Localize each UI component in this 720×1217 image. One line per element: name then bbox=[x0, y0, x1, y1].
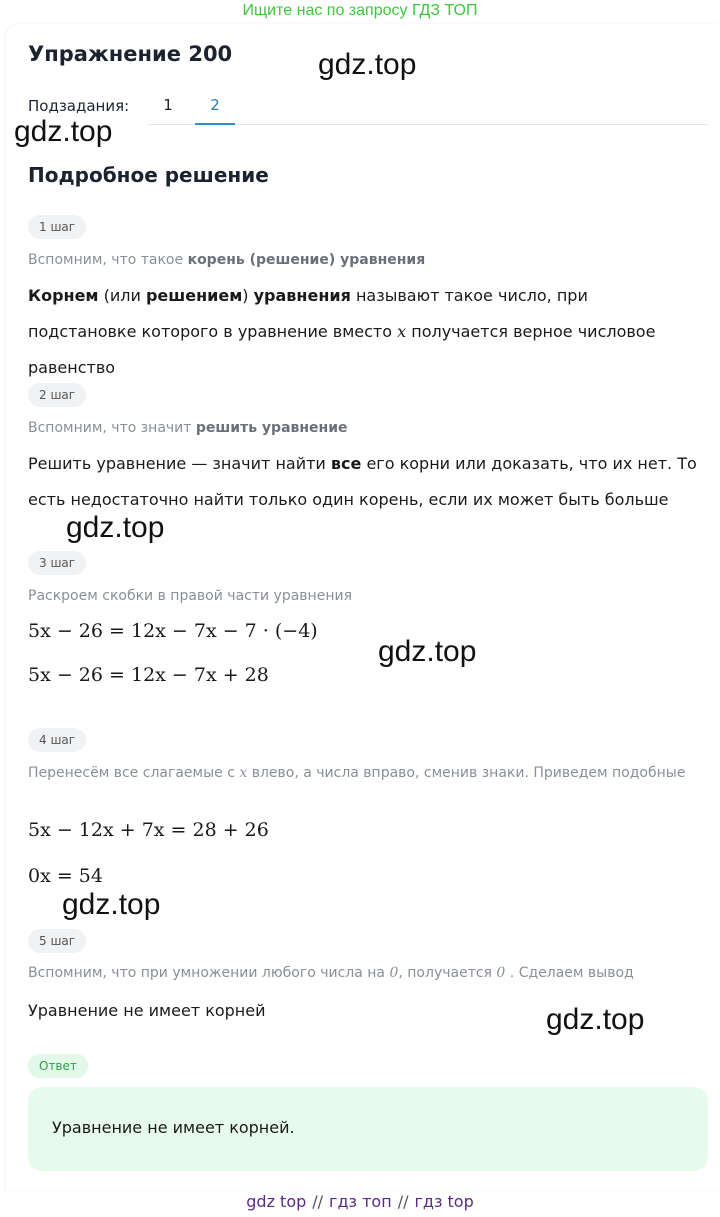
watermark: gdz.top bbox=[62, 888, 161, 921]
step-hint: Раскроем скобки в правой части уравнения bbox=[28, 588, 352, 604]
watermark: gdz.top bbox=[14, 115, 113, 148]
equation: 0x = 54 bbox=[28, 865, 103, 887]
footer-link-gdz-top-mixed[interactable]: гдз top bbox=[414, 1192, 474, 1211]
step-badge: 4 шаг bbox=[28, 728, 86, 752]
equation: 5x − 12x + 7x = 28 + 26 bbox=[28, 819, 269, 841]
step-text: Уравнение не имеет корней bbox=[28, 1001, 266, 1020]
step-hint: Вспомним, что значит решить уравнение bbox=[28, 420, 348, 436]
equation: 5x − 26 = 12x − 7x − 7 · (−4) bbox=[28, 620, 318, 642]
active-tab-indicator bbox=[195, 123, 235, 125]
step-hint: Вспомним, что при умножении любого числа на 0, получается 0 . Сделаем вывод bbox=[28, 965, 634, 981]
watermark: gdz.top bbox=[546, 1003, 645, 1036]
step-badge: 1 шаг bbox=[28, 215, 86, 239]
step-hint: Перенесём все слагаемые с x влево, а числа вправо, сменив знаки. Приведем подобные bbox=[28, 765, 686, 781]
footer-link-gdz-top[interactable]: gdz top bbox=[246, 1192, 307, 1211]
answer-text: Уравнение не имеет корней. bbox=[52, 1118, 295, 1137]
footer-separator: // bbox=[397, 1192, 409, 1211]
answer-badge: Ответ bbox=[28, 1054, 88, 1078]
tab-subtask-2[interactable]: 2 bbox=[210, 96, 220, 114]
footer-links bbox=[0, 1190, 720, 1214]
subtasks-label: Подзадания: bbox=[28, 97, 130, 115]
step-badge: 2 шаг bbox=[28, 383, 86, 407]
page-title: Упражнение 200 bbox=[28, 42, 233, 66]
footer-separator: // bbox=[312, 1192, 324, 1211]
watermark: gdz.top bbox=[318, 48, 417, 81]
search-banner: Ищите нас по запросу ГДЗ ТОП bbox=[242, 2, 478, 19]
footer-link-gdz-top-ru[interactable]: гдз топ bbox=[329, 1192, 392, 1211]
tab-subtask-1[interactable]: 1 bbox=[163, 96, 173, 114]
step-badge: 5 шаг bbox=[28, 929, 86, 953]
step-text: Решить уравнение — значит найти все его корни или доказать, что их нет. То есть недостаточно найти только один корень, если их может быть больше bbox=[28, 454, 697, 509]
watermark: gdz.top bbox=[66, 511, 165, 544]
equation: 5x − 26 = 12x − 7x + 28 bbox=[28, 664, 269, 686]
step-hint: Вспомним, что такое корень (решение) уравнения bbox=[28, 252, 426, 268]
step-text: Корнем (или решением) уравнения называют такое число, при подстановке которого в уравнение вместо x получается верное числовое равенство bbox=[28, 286, 656, 377]
step-badge: 3 шаг bbox=[28, 551, 86, 575]
solution-heading: Подробное решение bbox=[28, 163, 269, 187]
watermark: gdz.top bbox=[378, 635, 477, 668]
